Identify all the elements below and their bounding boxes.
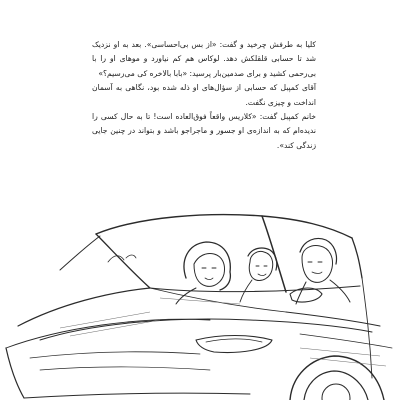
story-paragraph-1: کلیا به طرفش چرخید و گفت: «از بس بی‌احساسی». بعد به او نزدیک شد تا حسابی قلقلکش دهد. لوکاس هم کم نیاورد و موهای او را با بی‌رحمی کشید و برای صدمین‌بار پرسید: «بابا بالاخره کی می‌رسیم؟» [92,40,316,78]
story-text [92,38,316,153]
story-paragraph-2: آقای کمپبل که حسابی از سؤال‌های او ذله شده بود، نگاهی به آسمان انداخت و چیزی نگفت. [92,83,316,107]
story-paragraph-3: خانم کمپبل گفت: «کلاریس واقعاً فوق‌العاده است! تا به حال کسی را ندیده‌ام که به اندازه‌ی او جسور و ماجراجو باشد و بتواند در چنین جایی زندگی کند». [92,112,316,150]
car-family-illustration [0,208,400,400]
